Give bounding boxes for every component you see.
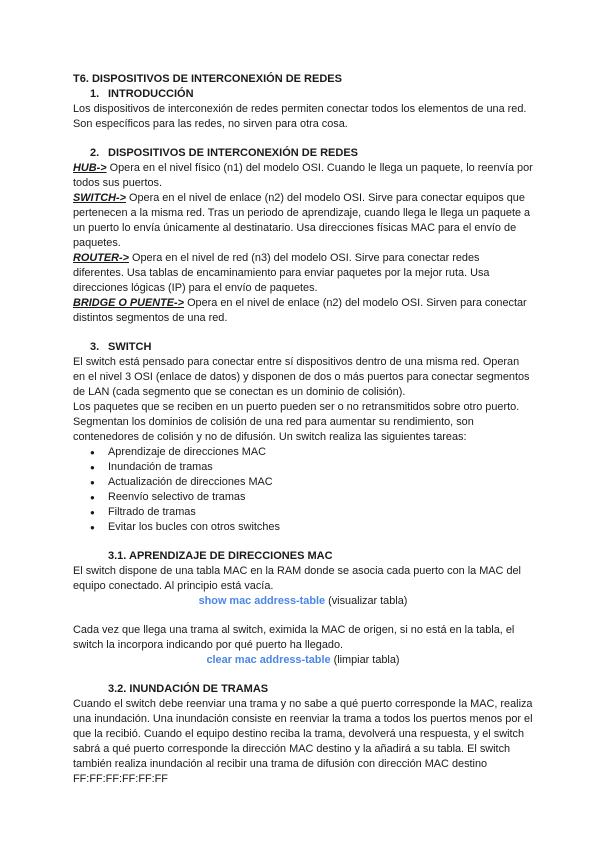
command-note: (visualizar tabla)	[325, 595, 408, 607]
section-3-paragraph-1: El switch está pensado para conectar entre sí dispositivos dentro de una misma red. Operan en el nivel 3 OSI (enlace de datos) y disponen de dos o más puertos para conectar segmentos de LAN (cada segmento que se conectan es un dominio de colisión).	[73, 356, 530, 398]
device-term: SWITCH->	[73, 192, 126, 204]
section-2-title: DISPOSITIVOS DE INTERCONEXIÓN DE REDES	[108, 147, 358, 159]
list-item: ● Actualización de direcciones MAC	[90, 475, 533, 490]
device-description: Opera en el nivel físico (n1) del modelo OSI. Cuando le llega un paquete, lo reenvía por todos sus puertos.	[73, 162, 533, 189]
list-item: ● Filtrado de tramas	[90, 505, 533, 520]
command-show-mac	[73, 594, 533, 609]
list-item: ● Evitar los bucles con otros switches	[90, 520, 533, 535]
section-2-heading	[73, 146, 533, 161]
section-1-text: Los dispositivos de interconexión de redes permiten conectar todos los elementos de una red. Son específicos para las redes, no sirven para otra cosa.	[73, 103, 527, 130]
section-2-number: 2.	[90, 147, 100, 159]
section-3-2-paragraph-1: Cuando el switch debe reenviar una trama y no sabe a qué puerto corresponde la MAC, realiza una inundación. Una inundación consiste en reenviar la trama a todos los puertos menos por el que la recibió. Cuando el equipo destino reciba la trama, devolverá una respuesta, y el switch sabrá a qué puerto corresponde la dirección MAC destino y la añadirá a su tabla. El switch también realiza inundación al recibir una trama de difusión con dirección MAC destino FF:FF:FF:FF:FF:FF	[73, 698, 533, 785]
device-description: Opera en el nivel de enlace (n2) del modelo OSI. Sirven para conectar distintos segmentos de una red.	[73, 297, 527, 324]
section-3-paragraph-2: Los paquetes que se reciben en un puerto pueden ser o no retransmitidos sobre otro puerto. Segmentan los dominios de colisión de una red para aumentar su rendimiento, son contenedores de colisión y no de difusión. Un switch realiza las siguientes tareas:	[73, 401, 520, 443]
section-1-heading	[73, 87, 533, 102]
section-3-1-heading: 3.1. APRENDIZAJE DE DIRECCIONES MAC	[108, 550, 333, 562]
command-text: show mac address-table	[198, 595, 326, 607]
device-bridge	[73, 296, 533, 326]
device-hub	[73, 161, 533, 191]
section-3-2-heading: 3.2. INUNDACIÓN DE TRAMAS	[108, 683, 269, 695]
list-item: ● Reenvío selectivo de tramas	[90, 490, 533, 505]
section-1-number: 1.	[90, 88, 100, 100]
command-clear-mac	[73, 653, 533, 668]
device-description: Opera en el nivel de enlace (n2) del modelo OSI. Sirve para conectar equipos que pertenecen a la misma red. Tras un periodo de aprendizaje, cuando llega le llega un paquete a un puerto lo envía únicamente al destinatario. Usa direcciones físicas MAC para el envío de paquetes.	[73, 192, 531, 249]
document-body	[73, 72, 533, 787]
list-item: ● Aprendizaje de direcciones MAC	[90, 445, 533, 460]
command-note: (limpiar tabla)	[330, 654, 400, 666]
command-text: clear mac address-table	[206, 654, 331, 666]
section-3-1-paragraph-1: El switch dispone de una tabla MAC en la RAM donde se asocia cada puerto con la MAC del equipo conectado. Al principio está vacía.	[73, 565, 521, 592]
section-1-title: INTRODUCCIÓN	[108, 88, 194, 100]
device-router	[73, 251, 533, 296]
device-term: ROUTER->	[73, 252, 129, 264]
document-title: T6. DISPOSITIVOS DE INTERCONEXIÓN DE REDES	[73, 73, 342, 85]
section-3-1-paragraph-2: Cada vez que llega una trama al switch, eximida la MAC de origen, si no está en la tabla, el switch la incorpora indicando por qué puerto ha llegado.	[73, 624, 515, 651]
device-term: BRIDGE O PUENTE->	[73, 297, 185, 309]
device-description: Opera en el nivel de red (n3) del modelo OSI. Sirve para conectar redes diferentes. Usa tablas de encaminamiento para enviar paquetes por la mejor ruta. Usa direcciones lógicas (IP) para el envío de paquetes.	[73, 252, 490, 294]
switch-task-list	[73, 445, 533, 535]
device-term: HUB->	[73, 162, 107, 174]
list-item: ● Inundación de tramas	[90, 460, 533, 475]
device-switch	[73, 191, 533, 251]
section-3-number: 3.	[90, 341, 100, 353]
section-3-title: SWITCH	[108, 341, 152, 353]
section-3-heading	[73, 340, 533, 355]
